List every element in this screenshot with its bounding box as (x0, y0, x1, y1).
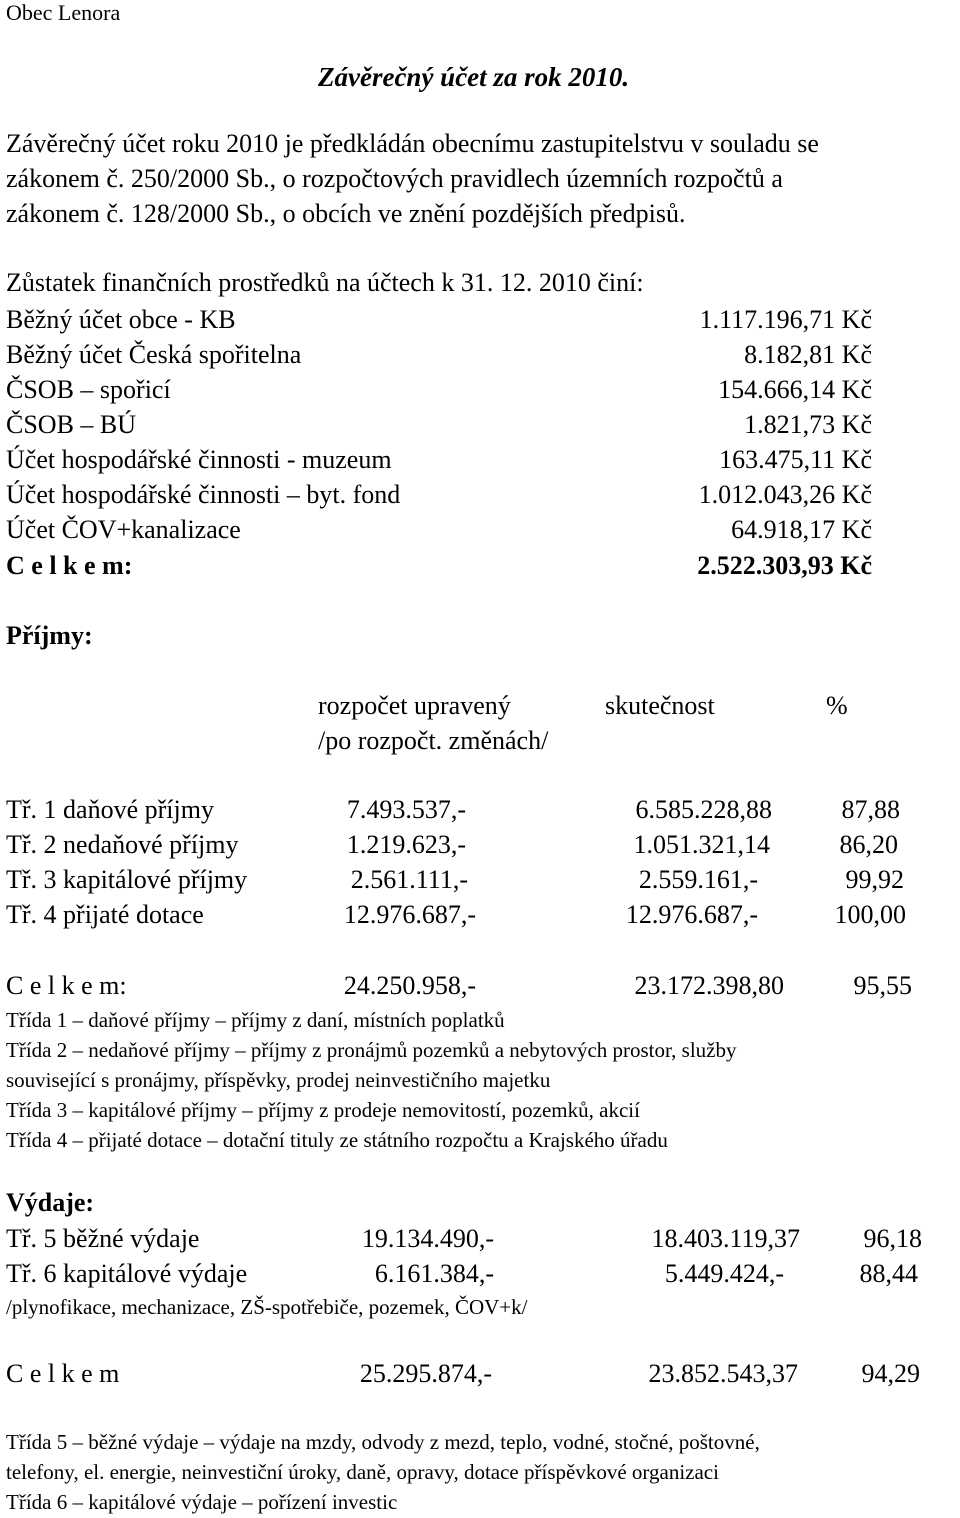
income-note: Třída 2 – nedaňové příjmy – příjmy z pronájmů pozemků a nebytových prostor, služby (6, 1038, 737, 1062)
income-row-budget: 2.561.111,- (350, 865, 468, 894)
income-row-actual: 6.585.228,88 (635, 795, 772, 824)
account-amount: 163.475,11 Kč (719, 445, 872, 474)
account-name: Účet ČOV+kanalizace (6, 515, 241, 544)
income-row-pct: 86,20 (839, 830, 898, 859)
account-amount: 8.182,81 Kč (744, 340, 872, 369)
expense-row-actual: 5.449.424,- (664, 1259, 784, 1288)
intro-line-1: Závěrečný účet roku 2010 je předkládán obecnímu zastupitelstvu v souladu se (6, 129, 819, 158)
account-name: Běžný účet Česká spořitelna (6, 340, 302, 369)
municipality-name: Obec Lenora (6, 0, 121, 25)
income-row-actual: 1.051.321,14 (633, 830, 770, 859)
income-total-label: C e l k e m: (6, 971, 127, 1000)
intro-line-2: zákonem č. 250/2000 Sb., o rozpočtových pravidlech územních rozpočtů a (6, 164, 783, 193)
account-name: ČSOB – BÚ (6, 410, 137, 439)
balance-total-label: C e l k e m: (6, 551, 133, 580)
col-header-pct: % (826, 691, 848, 720)
account-name: Účet hospodářské činnosti - muzeum (6, 445, 392, 474)
account-amount: 1.821,73 Kč (744, 410, 872, 439)
expense-capital-note: /plynofikace, mechanizace, ZŠ-spotřebiče, pozemek, ČOV+k/ (6, 1295, 528, 1319)
income-total-pct: 95,55 (853, 971, 912, 1000)
income-note: Třída 1 – daňové příjmy – příjmy z daní, místních poplatků (6, 1008, 505, 1032)
expense-total-label: C e l k e m (6, 1359, 120, 1388)
income-note: související s pronájmy, příspěvky, prodej neinvestičního majetku (6, 1068, 551, 1092)
intro-line-3: zákonem č. 128/2000 Sb., o obcích ve znění pozdějších předpisů. (6, 199, 686, 228)
income-heading: Příjmy: (6, 621, 93, 650)
account-name: Běžný účet obce - KB (6, 305, 236, 334)
account-name: Účet hospodářské činnosti – byt. fond (6, 480, 401, 509)
expenses-heading: Výdaje: (6, 1188, 95, 1217)
income-row-budget: 12.976.687,- (343, 900, 476, 929)
expense-note: telefony, el. energie, neinvestiční úroky, daně, opravy, dotace příspěvkové organizaci (6, 1460, 719, 1484)
expense-note: Třída 6 – kapitálové výdaje – pořízení investic (6, 1490, 398, 1514)
balance-heading: Zůstatek finančních prostředků na účtech k 31. 12. 2010 činí: (6, 268, 644, 297)
income-row-budget: 7.493.537,- (346, 795, 466, 824)
expense-total-actual: 23.852.543,37 (648, 1359, 798, 1388)
account-amount: 64.918,17 Kč (731, 515, 872, 544)
income-row-pct: 100,00 (834, 900, 906, 929)
expense-total-budget: 25.295.874,- (359, 1359, 492, 1388)
income-note: Třída 3 – kapitálové příjmy – příjmy z prodeje nemovitostí, pozemků, akcií (6, 1098, 640, 1122)
account-amount: 1.012.043,26 Kč (698, 480, 872, 509)
col-header-actual: skutečnost (605, 691, 715, 720)
account-amount: 1.117.196,71 Kč (699, 305, 872, 334)
expense-row-pct: 88,44 (859, 1259, 918, 1288)
income-row-budget: 1.219.623,- (346, 830, 466, 859)
document-title: Závěrečný účet za rok 2010. (318, 62, 630, 92)
income-row-pct: 99,92 (845, 865, 904, 894)
income-row-pct: 87,88 (841, 795, 900, 824)
account-name: ČSOB – spořicí (6, 375, 171, 404)
expense-row-label: Tř. 5 běžné výdaje (6, 1224, 200, 1253)
expense-row-label: Tř. 6 kapitálové výdaje (6, 1259, 248, 1288)
income-row-label: Tř. 2 nedaňové příjmy (6, 830, 239, 859)
expense-row-budget: 6.161.384,- (374, 1259, 494, 1288)
col-header-budget: rozpočet upravený (318, 691, 511, 720)
expense-total-pct: 94,29 (861, 1359, 920, 1388)
income-row-actual: 2.559.161,- (638, 865, 758, 894)
income-row-actual: 12.976.687,- (625, 900, 758, 929)
income-row-label: Tř. 1 daňové příjmy (6, 795, 214, 824)
col-header-budget-note: /po rozpočt. změnách/ (318, 726, 549, 755)
income-note: Třída 4 – přijaté dotace – dotační tituly ze státního rozpočtu a Krajského úřadu (6, 1128, 668, 1152)
income-total-budget: 24.250.958,- (343, 971, 476, 1000)
expense-row-actual: 18.403.119,37 (651, 1224, 800, 1253)
income-row-label: Tř. 3 kapitálové příjmy (6, 865, 248, 894)
expense-row-budget: 19.134.490,- (361, 1224, 494, 1253)
income-row-label: Tř. 4 přijaté dotace (6, 900, 204, 929)
account-amount: 154.666,14 Kč (718, 375, 872, 404)
income-total-actual: 23.172.398,80 (634, 971, 784, 1000)
balance-total-amount: 2.522.303,93 Kč (697, 551, 872, 580)
expense-row-pct: 96,18 (863, 1224, 922, 1253)
expense-note: Třída 5 – běžné výdaje – výdaje na mzdy, odvody z mezd, teplo, vodné, stočné, poštovné, (6, 1430, 760, 1454)
